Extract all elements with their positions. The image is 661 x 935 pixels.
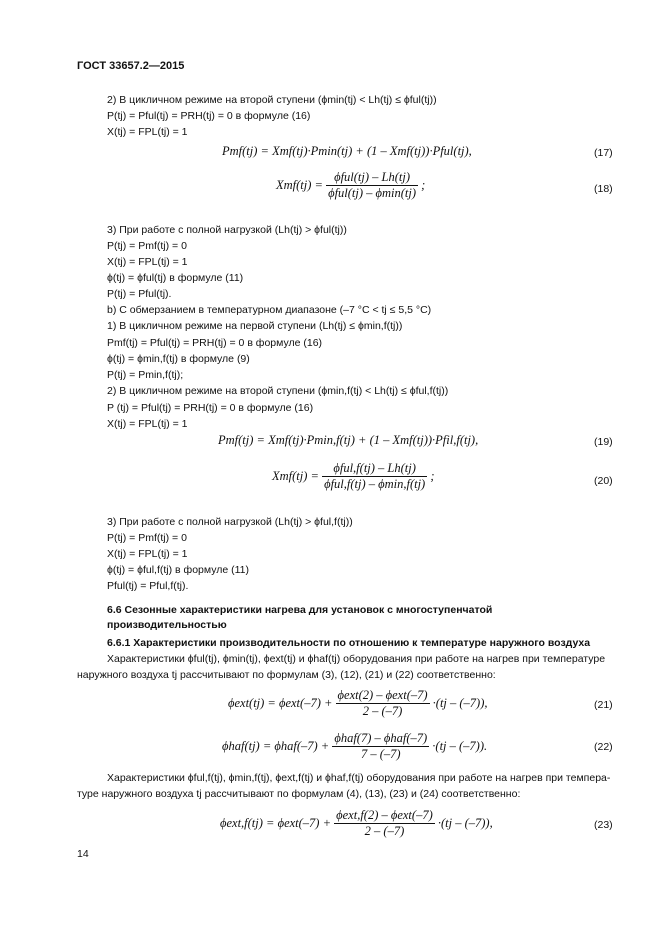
formula-21-number: (21): [594, 699, 613, 711]
text-line: 3) При работе с полной нагрузкой (Lh(tj) > ϕful,f(tj)): [107, 516, 353, 528]
text-line: 1) В цикличном режиме на первой ступени (Lh(tj) ≤ ϕmin,f(tj)): [107, 320, 403, 332]
denominator: ϕful(tj) – ϕmin(tj): [328, 186, 417, 200]
fraction: [322, 461, 427, 492]
section-heading-6-6: 6.6 Сезонные характеристики нагрева для установок с многоступенчатой: [107, 604, 493, 616]
section-heading-6-6-cont: производительностью: [107, 619, 227, 631]
text-line: ϕ(tj) = ϕful(tj) в формуле (11): [107, 272, 244, 284]
numerator: ϕext(2) – ϕext(–7): [337, 688, 428, 702]
denominator: 2 – (–7): [364, 824, 405, 838]
numerator: ϕful,f(tj) – Lh(tj): [322, 461, 427, 477]
text-line: b) С обмерзанием в температурном диапазоне (–7 °C < tj ≤ 5,5 °C): [107, 304, 432, 316]
text-line: P(tj) = Pmin,f(tj);: [107, 369, 184, 381]
text-line: P(tj) = Pmf(tj) = 0: [107, 240, 187, 252]
denominator: ϕful,f(tj) – ϕmin,f(tj): [324, 477, 426, 491]
formula-tail: ;: [430, 469, 435, 483]
formula-19: Pmf(tj) = Xmf(tj)·Pmin,f(tj) + (1 – Xmf(tj))·Pfil,f(tj),: [218, 433, 479, 447]
text-line: Pmf(tj) = Pful(tj) = PRH(tj) = 0 в формуле (16): [107, 337, 323, 349]
text-line: P(tj) = Pful(tj) = PRH(tj) = 0 в формуле (16): [107, 110, 311, 122]
text-line: X(tj) = FPL(tj) = 1: [107, 126, 188, 138]
fraction: [336, 688, 430, 719]
formula-22: [222, 731, 487, 762]
formula-17-number: (17): [594, 147, 613, 159]
text-line: 2) В цикличном режиме на второй ступени (ϕmin,f(tj) < Lh(tj) ≤ ϕful,f(tj)): [107, 385, 449, 397]
text-line: ϕ(tj) = ϕful,f(tj) в формуле (11): [107, 564, 250, 576]
document-code: ГОСТ 33657.2—2015: [77, 60, 185, 72]
text-line: X(tj) = FPL(tj) = 1: [107, 256, 188, 268]
formula-lhs: Xmf(tj) =: [276, 178, 323, 192]
formula-22-number: (22): [594, 741, 613, 753]
text-line: 2) В цикличном режиме на второй ступени (ϕmin(tj) < Lh(tj) ≤ ϕful(tj)): [107, 94, 437, 106]
numerator: ϕful(tj) – Lh(tj): [326, 170, 418, 186]
text-line: наружного воздуха tj рассчитывают по формулам (3), (12), (21) и (22) соответственно:: [77, 669, 496, 681]
numerator: ϕhaf(7) – ϕhaf(–7): [334, 731, 428, 745]
formula-21: [228, 688, 488, 719]
formula-tail: ·(tj – (–7)),: [432, 696, 488, 710]
text-line: P (tj) = Pful(tj) = PRH(tj) = 0 в формуле (16): [107, 402, 314, 414]
formula-19-number: (19): [594, 436, 613, 448]
text-line: P(tj) = Pful(tj).: [107, 288, 172, 300]
text-line: X(tj) = FPL(tj) = 1: [107, 418, 188, 430]
text-line: туре наружного воздуха tj рассчитывают по формулам (4), (13), (23) и (24) соответственно:: [77, 788, 521, 800]
formula-lhs: ϕext,f(tj) = ϕext(–7) +: [220, 816, 332, 830]
denominator: 2 – (–7): [362, 704, 403, 718]
formula-23: [220, 808, 493, 839]
formula-tail: ;: [421, 178, 426, 192]
formula-lhs: ϕhaf(tj) = ϕhaf(–7) +: [222, 739, 330, 753]
formula-17: Pmf(tj) = Xmf(tj)·Pmin(tj) + (1 – Xmf(tj))·Pful(tj),: [222, 144, 472, 158]
numerator: ϕext,f(2) – ϕext(–7): [336, 808, 433, 822]
text-line: ϕ(tj) = ϕmin,f(tj) в формуле (9): [107, 353, 250, 365]
text-line: P(tj) = Pmf(tj) = 0: [107, 532, 187, 544]
formula-20: [272, 461, 435, 492]
fraction: [326, 170, 418, 201]
text-line: Характеристики ϕful,f(tj), ϕmin,f(tj), ϕext,f(tj) и ϕhaf,f(tj) оборудования при работе на нагрев при темпера-: [107, 772, 611, 784]
denominator: 7 – (–7): [360, 747, 401, 761]
formula-tail: ·(tj – (–7)),: [437, 816, 493, 830]
page-number: 14: [77, 848, 89, 860]
formula-lhs: ϕext(tj) = ϕext(–7) +: [228, 696, 333, 710]
fraction: [334, 808, 435, 839]
formula-lhs: Xmf(tj) =: [272, 469, 319, 483]
fraction: [332, 731, 429, 762]
text-line: Характеристики ϕful(tj), ϕmin(tj), ϕext(tj) и ϕhaf(tj) оборудования при работе на нагрев при температуре: [107, 653, 606, 665]
formula-tail: ·(tj – (–7)).: [432, 739, 488, 753]
formula-18-number: (18): [594, 183, 613, 195]
formula-18: [276, 170, 425, 201]
text-line: X(tj) = FPL(tj) = 1: [107, 548, 188, 560]
section-heading-6-6-1: 6.6.1 Характеристики производительности по отношению к температуре наружного воздуха: [107, 637, 591, 649]
formula-20-number: (20): [594, 475, 613, 487]
formula-23-number: (23): [594, 819, 613, 831]
text-line: Pful(tj) = Pful,f(tj).: [107, 580, 189, 592]
text-line: 3) При работе с полной нагрузкой (Lh(tj) > ϕful(tj)): [107, 224, 347, 236]
